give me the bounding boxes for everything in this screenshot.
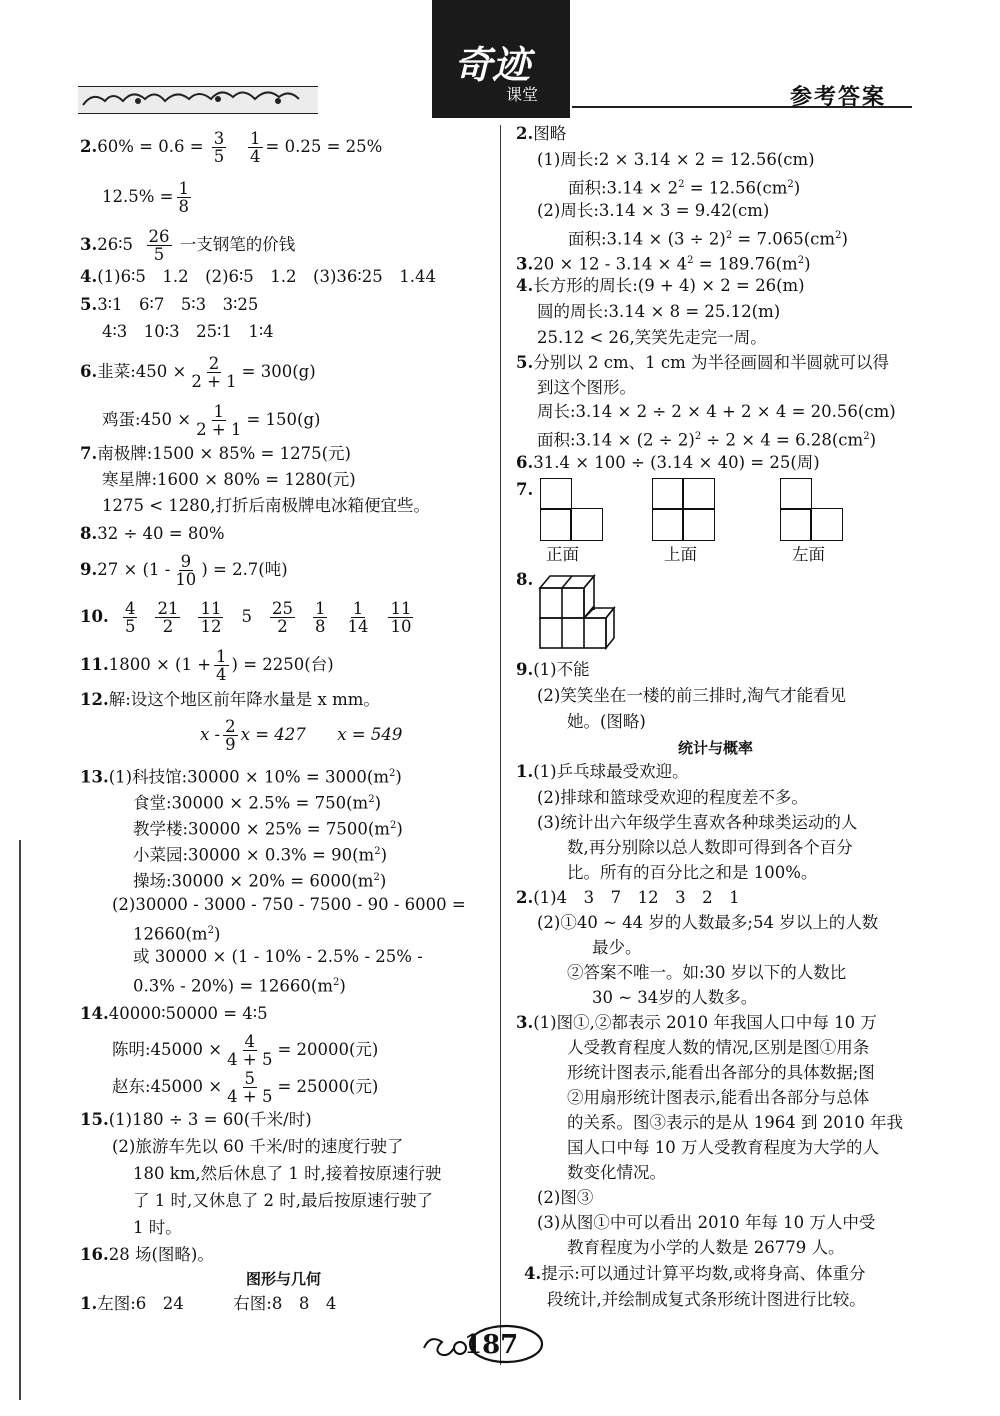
s3-line10: 教育程度为小学的人数是 26779 人。	[567, 1238, 845, 1257]
column-divider	[500, 125, 501, 1365]
g4-line1: 4.长方形的周长:(9 + 4) × 2 = 26(m)	[516, 276, 805, 295]
logo-main: 奇迹	[454, 42, 531, 87]
g4-line3: 25.12 < 26,笑笑先走完一周。	[537, 328, 767, 347]
s4-line2: 段统计,并绘制成复式条形统计图进行比较。	[547, 1290, 866, 1309]
q10-fraction-1: $\frac{21}{2}$	[157, 599, 179, 636]
q13-line3: 教学楼:30000 × $25\% = 7500(m^2)$	[133, 819, 403, 839]
q10-fraction-5: $\frac{1}{8}$	[314, 599, 326, 636]
q2-number: 2.	[80, 137, 98, 156]
q3-number: 3.	[80, 235, 98, 254]
view-label-top: 上面	[664, 545, 697, 564]
q13-line2: 食堂:30000 × $2.5\% = 750(m^2)$	[133, 793, 381, 813]
q2-fraction-3: $\frac{1}{8}$	[178, 179, 189, 216]
view-front	[540, 478, 604, 542]
g3-line: $3.20 \times 12 - 3.14 \times 4^2 = 189.76(m^2)$	[516, 254, 811, 274]
statistics-heading: 统计与概率	[678, 739, 754, 757]
q9-line: 9.27 × (1 - $\frac{9}{10}$ ) = 2.7(吨)	[80, 552, 288, 589]
q3-fraction: $\frac{26}{5}$	[148, 227, 170, 264]
view-left	[780, 478, 844, 542]
s2-line1: 2.(1)4 3 7 12 3 2 1	[516, 888, 740, 907]
q2-text-a: 60% = 0.6 =	[97, 137, 204, 156]
q13-line1: 13.(1)科技馆:30000 × $10\% = 3000(m^2)$	[80, 767, 402, 787]
s3-line7: 数变化情况。	[567, 1163, 666, 1182]
s2-line2: (2)①40 ~ 44 岁的人数最多;54 岁以上的人数	[537, 913, 879, 932]
s1-line2: (2)排球和篮球受欢迎的程度差不多。	[537, 788, 808, 807]
s3-line5: 的关系。图③表示的是从 1964 到 2010 年我	[567, 1113, 903, 1132]
q5-line2: 4∶3 10∶3 25∶1 1∶4	[102, 322, 274, 341]
view-label-left: 左面	[792, 545, 825, 564]
q10-fraction-4: $\frac{25}{2}$	[271, 599, 293, 636]
s1-line5: 比。所有的百分比之和是 100%。	[567, 863, 818, 882]
g4-line2: 圆的周长:3.14 × 8 = 25.12(m)	[537, 302, 781, 321]
q15-line4: 了 1 时,又休息了 2 时,最后按原速行驶了	[133, 1191, 433, 1210]
q2-fraction-2: $\frac{1}{4}$	[250, 129, 261, 166]
q2-line1	[80, 130, 382, 165]
q2-text-b: = 0.25 = 25%	[265, 137, 383, 156]
q15-line5: 1 时。	[133, 1218, 182, 1237]
g1-line: 1.左图:6 24 右图:8 8 4	[80, 1294, 337, 1313]
q3-line	[80, 228, 295, 263]
s3-line2: 人受教育程度人数的情况,区别是图①用条	[567, 1038, 870, 1057]
q7-line3: 1275 < 1280,打折后南极牌电冰箱便宜些。	[102, 496, 431, 515]
q11-line: 11.1800 × (1 + $\frac{1}{4}$ ) = 2250(台)	[80, 647, 334, 684]
q13-line7: $12660(m^2)$	[133, 924, 221, 944]
s3-line4: ②用扇形统计图表示,能看出各部分与总体	[567, 1088, 870, 1107]
cube-stack-figure	[536, 568, 616, 660]
q10-fraction-6: $\frac{1}{14}$	[347, 599, 369, 636]
header-decoration	[78, 86, 318, 114]
page-number: 187	[464, 1330, 519, 1360]
view-label-front: 正面	[546, 545, 579, 564]
q2-text-c: 12.5% =	[102, 187, 174, 206]
q12-fraction: $\frac{2}{9}$	[225, 717, 236, 754]
q7-line2: 寒星牌:1600 × 80% = 1280(元)	[102, 470, 356, 489]
q9-fraction: $\frac{9}{10}$	[175, 552, 197, 589]
q6-fraction-1: $\frac{2}{2 + 1}$	[191, 354, 237, 391]
q3-text-a: 26∶5	[97, 235, 134, 254]
geometry-heading: 图形与几何	[246, 1270, 322, 1288]
q15-line3: 180 km,然后休息了 1 时,接着按原速行驶	[133, 1164, 442, 1183]
cloud-pattern-icon	[78, 87, 318, 113]
q7-line1: 7.南极牌:1500 × 85% = 1275(元)	[80, 444, 351, 463]
s3-line3: 形统计图表示,能看出各部分的具体数据;图	[567, 1063, 875, 1082]
q10-whole-3: 5	[241, 607, 252, 626]
g2-line3: 面积:3.14 × $2^2 = 12.56(cm^2)$	[568, 178, 801, 198]
q10-fraction-7: $\frac{11}{10}$	[390, 599, 412, 636]
s3-line9: (3)从图①中可以看出 2010 年每 10 万人中受	[537, 1213, 876, 1232]
q10-fraction-2: $\frac{11}{12}$	[200, 599, 222, 636]
q10-fraction-0: $\frac{4}{5}$	[124, 599, 136, 636]
g2-line2: (1)周长:2 × 3.14 × 2 = 12.56(cm)	[537, 150, 815, 169]
s2-line5: 30 ~ 34岁的人数多。	[592, 988, 758, 1007]
g5-line4: 面积:3.14 × $(2 \div 2)^2 \div 2 \times 4 = 6.28(cm^2)$	[537, 430, 877, 450]
q14-line3: 赵东:45000 × $\frac{5}{4 + 5}$ = 25000(元)	[112, 1069, 379, 1106]
q15-line2: (2)旅游车先以 60 千米/时的速度行驶了	[112, 1137, 404, 1156]
q14-fraction-2: $\frac{5}{4 + 5}$	[227, 1069, 273, 1106]
q2-fraction-1: $\frac{3}{5}$	[213, 129, 225, 166]
view-top	[652, 478, 716, 542]
g9-line2: (2)笑笑坐在一楼的前三排时,淘气才能看见	[537, 686, 847, 705]
g5-line2: 到这个图形。	[537, 378, 636, 397]
g2-line4: (2)周长:3.14 × 3 = 9.42(cm)	[537, 201, 770, 220]
q13-line5: 操场:30000 × $20\% = 6000(m^2)$	[133, 871, 387, 891]
q2-line2	[102, 180, 194, 215]
left-margin-line	[19, 840, 21, 1400]
q11-fraction: $\frac{1}{4}$	[216, 647, 227, 684]
q13-line8: 或 30000 × (1 - 10% - 2.5% - 25% -	[133, 947, 423, 966]
s2-line3: 最少。	[592, 938, 642, 957]
q12-line2: x - $\frac{2}{9}$ x = 427 x = 549	[200, 717, 403, 754]
s2-line4: ②答案不唯一。如:30 岁以下的人数比	[567, 963, 847, 982]
g8-number: 8.	[516, 570, 534, 589]
q14-line1: 14.40000∶50000 = 4∶5	[80, 1004, 268, 1023]
q5-line1: 5.3∶1 6∶7 5∶3 3∶25	[80, 295, 259, 314]
header-logo	[432, 0, 570, 118]
q3-text-b: 一支钢笔的价钱	[179, 235, 296, 254]
q13-line4: 小菜园:30000 × $0.3\% = 90(m^2)$	[133, 845, 387, 865]
q10-line: 10. $\frac{4}{5}$ $\frac{21}{2}$ $\frac{11}{12}$ 5 $\frac{25}{2}$ $\frac{1}{8}$ $\frac{1}{14}$ $\frac{11}{10}$	[80, 599, 412, 636]
q13-line6: (2)30000 - 3000 - 750 - 7500 - 90 - 6000 =	[112, 895, 466, 914]
s1-line4: 数,再分别除以总人数即可得到各个百分	[567, 838, 853, 857]
q4-line: 4.(1)6∶5 1.2 (2)6∶5 1.2 (3)36∶25 1.44	[80, 267, 436, 286]
g6-line: 6.31.4 × 100 ÷ (3.14 × 40) = 25(周)	[516, 453, 820, 472]
g2-line5: 面积:3.14 × $(3 \div 2)^2 = 7.065(cm^2)$	[568, 229, 848, 249]
g7-number: 7.	[516, 480, 534, 499]
s4-line1: 4.提示:可以通过计算平均数,或将身高、体重分	[524, 1264, 866, 1283]
s3-line6: 国人口中每 10 万人受教育程度为大学的人	[567, 1138, 879, 1157]
q15-line1: 15.(1)180 ÷ 3 = 60(千米/时)	[80, 1110, 312, 1129]
s1-line3: (3)统计出六年级学生喜欢各种球类运动的人	[537, 813, 858, 832]
g5-line1: 5.分别以 2 cm、1 cm 为半径画圆和半圆就可以得	[516, 353, 889, 372]
q6-line2: 鸡蛋:450 × $\frac{1}{2 + 1}$ = 150(g)	[102, 402, 321, 439]
s3-line1: 3.(1)图①,②都表示 2010 年我国人口中每 10 万	[516, 1013, 877, 1032]
q13-line9: $0.3\% - 20\%) = 12660(m^2)$	[133, 976, 346, 996]
s3-line8: (2)图③	[537, 1188, 594, 1207]
q14-line2: 陈明:45000 × $\frac{4}{4 + 5}$ = 20000(元)	[112, 1032, 379, 1069]
g9-line3: 她。(图略)	[567, 712, 646, 731]
q16-line: 16.28 场(图略)。	[80, 1245, 214, 1264]
s1-line1: 1.(1)乒乓球最受欢迎。	[516, 762, 689, 781]
q8-line: 8.32 ÷ 40 = 80%	[80, 524, 225, 543]
g2-line1: 2.图略	[516, 124, 567, 143]
section-title: 参考答案	[790, 84, 887, 110]
q12-line1: 12.解:设这个地区前年降水量是 x mm。	[80, 690, 380, 709]
q6-line1: 6.韭菜:450 × $\frac{2}{2 + 1}$ = 300(g)	[80, 354, 316, 391]
q6-fraction-2: $\frac{1}{2 + 1}$	[196, 402, 242, 439]
q14-fraction-1: $\frac{4}{4 + 5}$	[227, 1032, 273, 1069]
g5-line3: 周长:3.14 × 2 ÷ 2 × 4 + 2 × 4 = 20.56(cm)	[537, 402, 896, 421]
logo-sub: 课堂	[506, 85, 539, 104]
g9-line1: 9.(1)不能	[516, 660, 590, 679]
